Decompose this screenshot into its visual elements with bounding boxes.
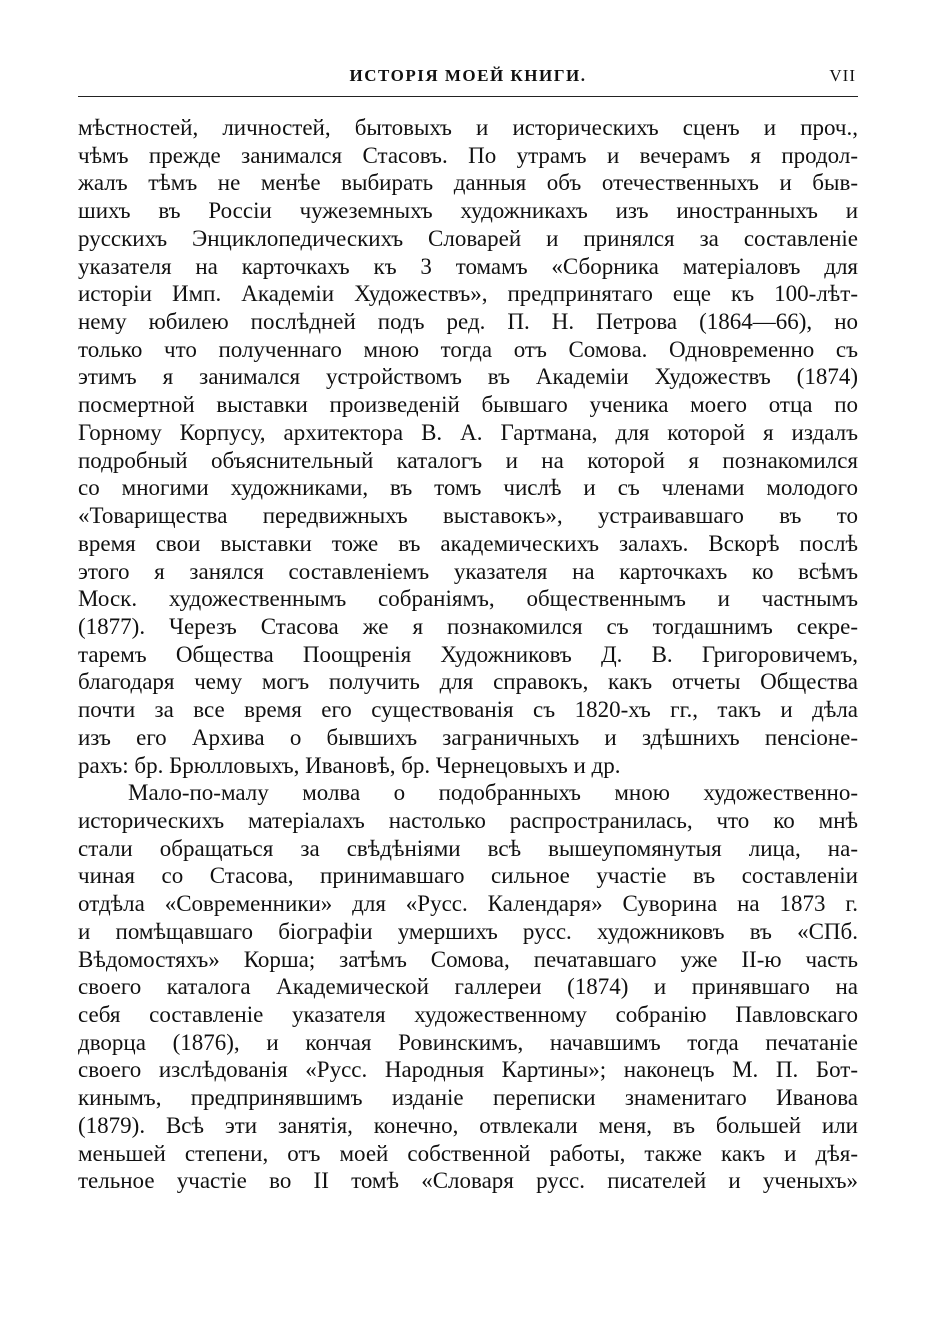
text-line: указателя на карточкахъ къ 3 томамъ «Сборника матеріаловъ для [78,253,858,279]
text-line: таремъ Общества Поощренія Художниковъ Д. В. Григоровичемъ, [78,641,858,667]
text-line: Мало-по-малу молва о подобранныхъ мною художественно- [128,780,858,806]
text-line: и помѣщавшаго біографіи умершихъ русс. художниковъ въ «СПб. [78,918,858,944]
text-line: посмертной выставки произведеній бывшаго ученика моего отца по [78,392,858,418]
text-line: Моск. художественнымъ собраніямъ, общественнымъ и частнымъ [78,586,858,612]
paragraph-2 [78,779,858,1195]
text-line: стали обращаться за свѣдѣніями всѣ вышеупомянутыя лица, на- [78,835,858,861]
text-line: нему юбилею послѣдней подъ ред. П. Н. Петрова (1864—66), но [78,309,858,335]
paragraph-1 [78,114,858,779]
text-line: жалъ тѣмъ не менѣе выбирать данныя объ отечественныхъ и быв- [78,170,858,196]
text-line: Вѣдомостяхъ» Корша; затѣмъ Сомова, печатавшаго уже II-ю часть [78,946,858,972]
page-number: VII [829,66,856,85]
text-line: кинымъ, предпринявшимъ изданіе переписки знаменитаго Иванова [78,1085,858,1111]
text-line: рахъ: бр. Брюлловыхъ, Ивановѣ, бр. Чернецовыхъ и др. [78,752,621,778]
text-line: тельное участіе во II томѣ «Словаря русс. писателей и ученыхъ» [78,1168,858,1194]
text-line: подробный объяснительный каталогъ и на которой я познакомился [78,447,858,473]
text-line: почти за все время его существованія съ 1820-хъ гг., такъ и дѣла [78,697,858,723]
text-line: исторіи Имп. Академіи Художествъ», предпринятаго еще къ 100-лѣт- [78,281,858,307]
text-line: благодаря чему могъ получить для справокъ, какъ отчеты Общества [78,669,858,695]
body-text [78,114,858,1195]
text-line: чѣмъ прежде занимался Стасовъ. По утрамъ и вечерамъ я продол- [78,142,858,168]
text-line: чиная со Стасова, принимавшаго сильное участіе въ составленіи [78,863,858,889]
text-line: мѣстностей, личностей, бытовыхъ и историческихъ сценъ и проч., [78,115,858,140]
text-line: время свои выставки тоже въ академическихъ залахъ. Вскорѣ послѣ [78,530,858,556]
text-line: отдѣла «Современники» для «Русс. Календаря» Суворина на 1873 г. [78,891,858,917]
text-line: только что полученнаго мною тогда отъ Сомова. Одновременно съ [78,336,858,362]
text-line: этого я занялся составленіемъ указателя на карточкахъ ко всѣмъ [78,558,858,584]
text-line: русскихъ Энциклопедическихъ Словарей и принялся за составленіе [78,225,858,251]
text-line: историческихъ матеріалахъ настолько распространилась, что ко мнѣ [78,807,858,833]
text-line: своего каталога Академической галлереи (1874) и принявшаго на [78,974,858,1000]
text-line: Горному Корпусу, архитектора В. А. Гартмана, для которой я издалъ [78,419,858,445]
text-line: «Товарищества передвижныхъ выставокъ», устраивавшаго въ то [78,503,858,529]
running-head [78,66,858,90]
text-line: со многими художниками, въ томъ числѣ и съ членами молодого [78,475,858,501]
text-line: меньшей степени, отъ моей собственной работы, также какъ и дѣя- [78,1140,858,1166]
text-line: этимъ я занимался устройствомъ въ Академіи Художествъ (1874) [78,364,858,390]
text-line: дворца (1876), и кончая Ровинскимъ, начавшимъ тогда печатаніе [78,1029,858,1055]
text-line: своего изслѣдованія «Русс. Народныя Картины»; наконецъ М. П. Бот- [78,1057,858,1083]
text-line: шихъ въ Россіи чужеземныхъ художникахъ изъ иностранныхъ и [78,198,858,224]
text-line: (1877). Черезъ Стасова же я познакомился съ тогдашнимъ секре- [78,613,858,639]
running-title: ИСТОРІЯ МОЕЙ КНИГИ. [349,66,587,85]
header-rule [78,96,858,97]
text-line: (1879). Всѣ эти занятія, конечно, отвлекали меня, въ большей или [78,1112,858,1138]
text-line: себя составленіе указателя художественному собранію Павловскаго [78,1002,858,1027]
text-line: изъ его Архива о бывшихъ заграничныхъ и здѣшнихъ пенсіоне- [78,724,858,750]
